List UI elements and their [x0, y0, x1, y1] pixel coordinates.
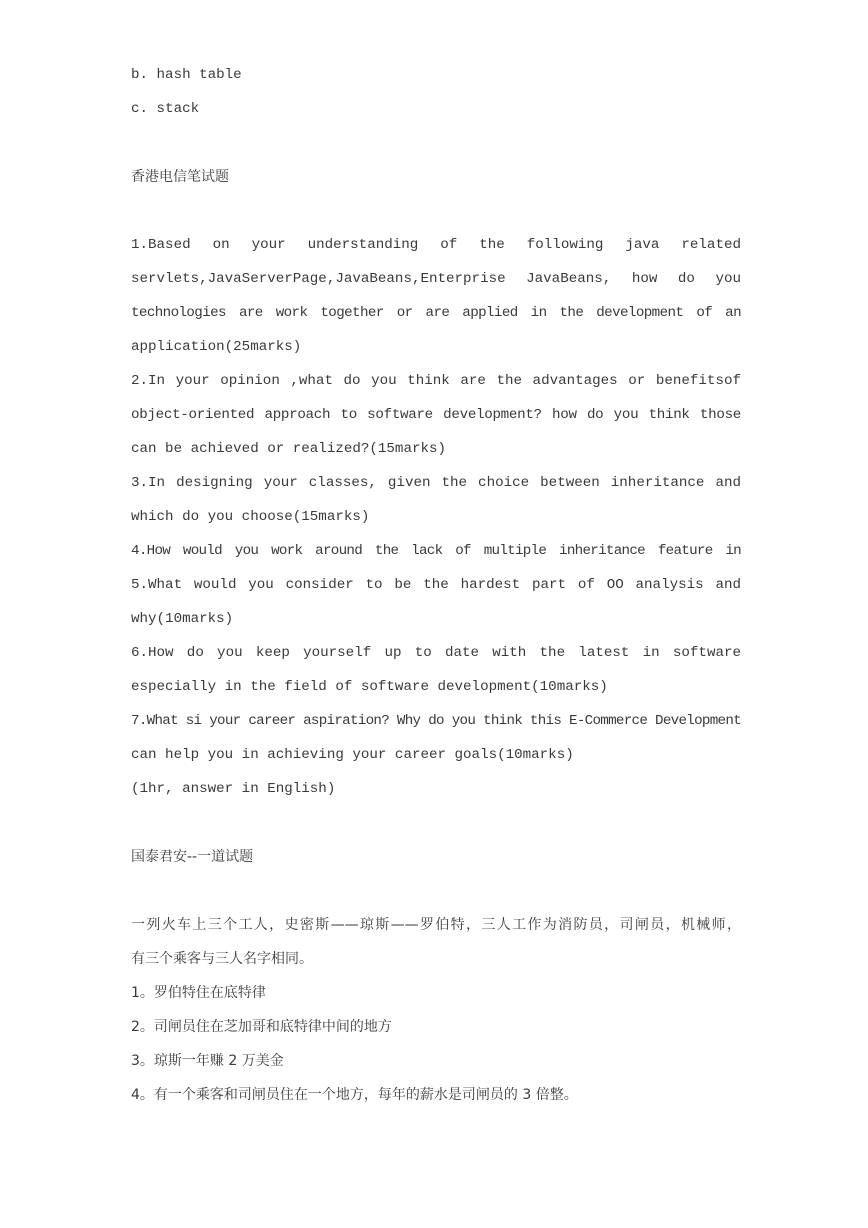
document-page — [131, 58, 741, 1112]
option-c: c. stack — [131, 101, 200, 117]
question-1-line-2: servlets,JavaServerPage,JavaBeans,Enterprise JavaBeans, how do you — [131, 271, 741, 287]
question-1-line-3: technologies are work together or are applied in the development of an — [131, 305, 741, 321]
question-6-line-2: especially in the field of software development(10marks) — [131, 679, 608, 695]
question-2-line-1: 2.In your opinion ,what do you think are the advantages or benefitsof — [131, 373, 741, 389]
question-5-line-2: why(10marks) — [131, 611, 234, 627]
clue-2: 2。司闸员住在芝加哥和底特律中间的地方 — [131, 1019, 392, 1035]
spacer — [131, 874, 741, 908]
question-1-line-4: application(25marks) — [131, 339, 302, 355]
clue-4: 4。有一个乘客和司闸员住在一个地方，每年的薪水是司闸员的 3 倍整。 — [131, 1087, 578, 1103]
question-7-line-2: can help you in achieving your career goals(10marks) — [131, 747, 574, 763]
clue-1: 1。罗伯特住在底特律 — [131, 985, 266, 1001]
question-2-line-3: can be achieved or realized?(15marks) — [131, 441, 447, 457]
question-4-line-1: 4.How would you work around the lack of multiple inheritance feature in — [131, 543, 741, 559]
spacer — [131, 126, 741, 160]
clue-3: 3。琼斯一年赚 2 万美金 — [131, 1053, 284, 1069]
question-1-line-1: 1.Based on your understanding of the following java related — [131, 237, 741, 253]
spacer — [131, 806, 741, 840]
question-6-line-1: 6.How do you keep yourself up to date with the latest in software — [131, 645, 741, 661]
question-2-line-2: object-oriented approach to software development? how do you think those — [131, 407, 741, 423]
section-title-guotai-junan: 国泰君安--一道试题 — [131, 849, 254, 865]
question-7-line-1: 7.What si your career aspiration? Why do you think this E-Commerce Development — [131, 713, 741, 729]
puzzle-intro-line-2: 有三个乘客与三人名字相同。 — [131, 951, 313, 967]
exam-note: (1hr, answer in English) — [131, 781, 336, 797]
spacer — [131, 194, 741, 228]
option-b: b. hash table — [131, 67, 242, 83]
question-5-line-1: 5.What would you consider to be the hardest part of OO analysis and — [131, 577, 741, 593]
puzzle-intro-line-1: 一列火车上三个工人，史密斯——琼斯——罗伯特，三人工作为消防员，司闸员，机械师， — [131, 917, 741, 933]
section-title-hk-telecom: 香港电信笔试题 — [131, 169, 229, 185]
question-3-line-2: which do you choose(15marks) — [131, 509, 370, 525]
question-3-line-1: 3.In designing your classes, given the choice between inheritance and — [131, 475, 741, 491]
